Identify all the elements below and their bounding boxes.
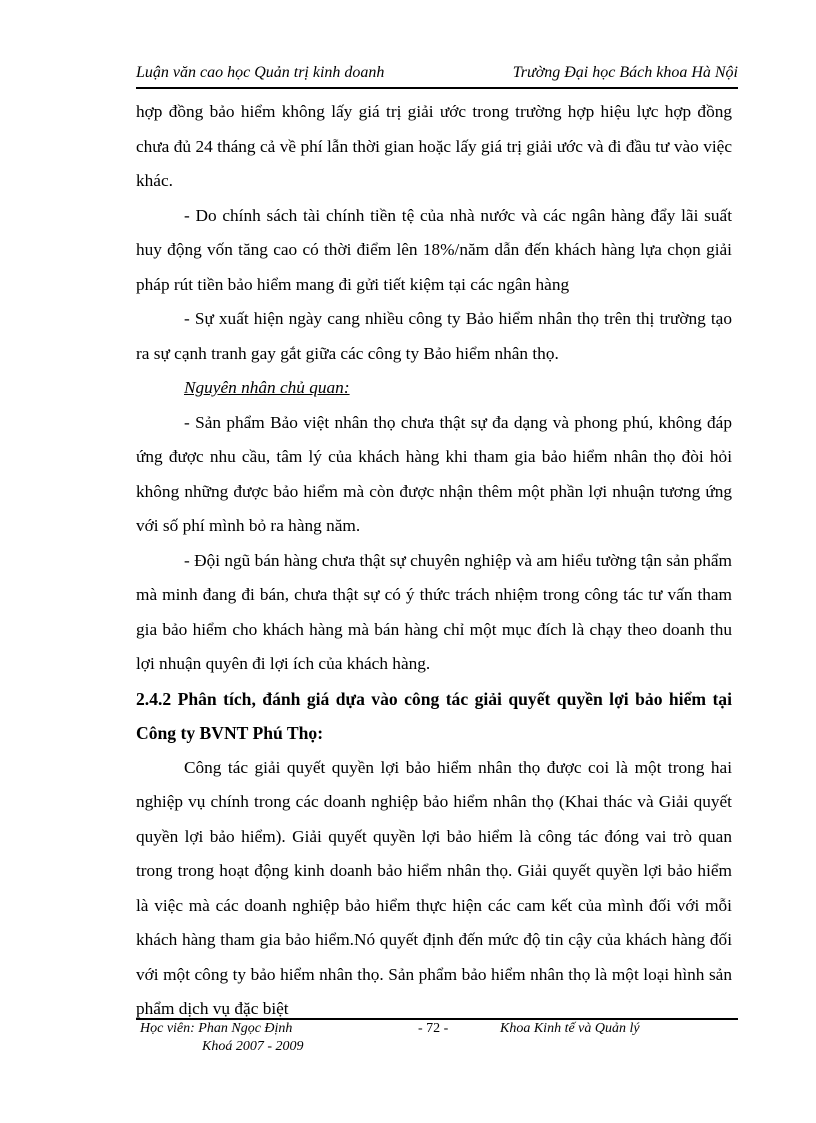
- footer-course: Khoá 2007 - 2009: [202, 1039, 304, 1054]
- header-thesis-title: Luận văn cao học Quản trị kinh doanh: [136, 64, 385, 81]
- paragraph-claims-settlement: Công tác giải quyết quyền lợi bảo hiểm nhân thọ được coi là một trong hai nghiệp vụ chính trong các doanh nghiệp bảo hiểm nhân thọ (Khai thác và Giải quyết quyền lợi bảo hiểm). Giải quyết quyền lợi bảo hiểm là công tác đóng vai trò quan trong trong hoạt động kinh doanh bảo hiểm nhân thọ. Giải quyết quyền lợi bảo hiểm là việc mà các doanh nghiệp bảo hiểm thực hiện các cam kết của mình đối với mỗi khách hàng tham gia bảo hiểm.Nó quyết định đến mức độ tin cậy của khách hàng đối với một công ty bảo hiểm nhân thọ. Sản phẩm bảo hiểm nhân thọ là một loại hình sản phẩm dịch vụ đặc biệt: [136, 757, 732, 1018]
- paragraph-competition: - Sự xuất hiện ngày cang nhiều công ty Bảo hiểm nhân thọ trên thị trường tạo ra sự cạnh tranh gay gắt giữa các công ty Bảo hiểm nhân thọ.: [136, 309, 732, 363]
- page-number: - 72 -: [418, 1021, 449, 1036]
- subheading-subjective-causes: Nguyên nhân chủ quan:: [184, 378, 350, 397]
- page-body: [136, 95, 732, 1027]
- page-header: [136, 62, 738, 84]
- paragraph-products: - Sản phẩm Bảo việt nhân thọ chưa thật sự đa dạng và phong phú, không đáp ứng được nhu cầu, tâm lý của khách hàng khi tham gia bảo hiểm nhân thọ đòi hỏi không những được bảo hiểm mà còn được nhận thêm một phần lợi nhuận tương ứng với số phí mình bỏ ra hàng năm.: [136, 412, 732, 535]
- section-heading-2-4-2: 2.4.2 Phân tích, đánh giá dựa vào công tác giải quyết quyền lợi bảo hiểm tại Công ty BVNT Phú Thọ:: [136, 688, 732, 743]
- paragraph-interest-rate: - Do chính sách tài chính tiền tệ của nhà nước và các ngân hàng đẩy lãi suất huy động vốn tăng cao có thời điểm lên 18%/năm dẫn đến khách hàng lựa chọn giải pháp rút tiền bảo hiểm mang đi gửi tiết kiệm tại các ngân hàng: [136, 205, 732, 294]
- header-divider: [136, 87, 738, 89]
- footer-faculty: Khoa Kinh tế và Quản lý: [500, 1021, 640, 1036]
- paragraph-continuation: hợp đồng bảo hiểm không lấy giá trị giải ước trong trường hợp hiệu lực hợp đồng chưa đủ 24 tháng cả về phí lẫn thời gian hoặc lấy giá trị giải ước và đi đầu tư vào việc khác.: [136, 102, 732, 190]
- header-university: Trường Đại học Bách khoa Hà Nội: [512, 64, 738, 81]
- footer-student: Học viên: Phan Ngọc Định: [140, 1021, 293, 1036]
- paragraph-sales-team: - Đội ngũ bán hàng chưa thật sự chuyên nghiệp và am hiểu tường tận sản phẩm mà minh đang đi bán, chưa thật sự có ý thức trách nhiệm trong công tác tư vấn tham gia bảo hiểm cho khách hàng mà bán hàng chỉ một mục đích là chạy theo doanh thu lợi nhuận quyên đi lợi ích của khách hàng.: [136, 550, 732, 673]
